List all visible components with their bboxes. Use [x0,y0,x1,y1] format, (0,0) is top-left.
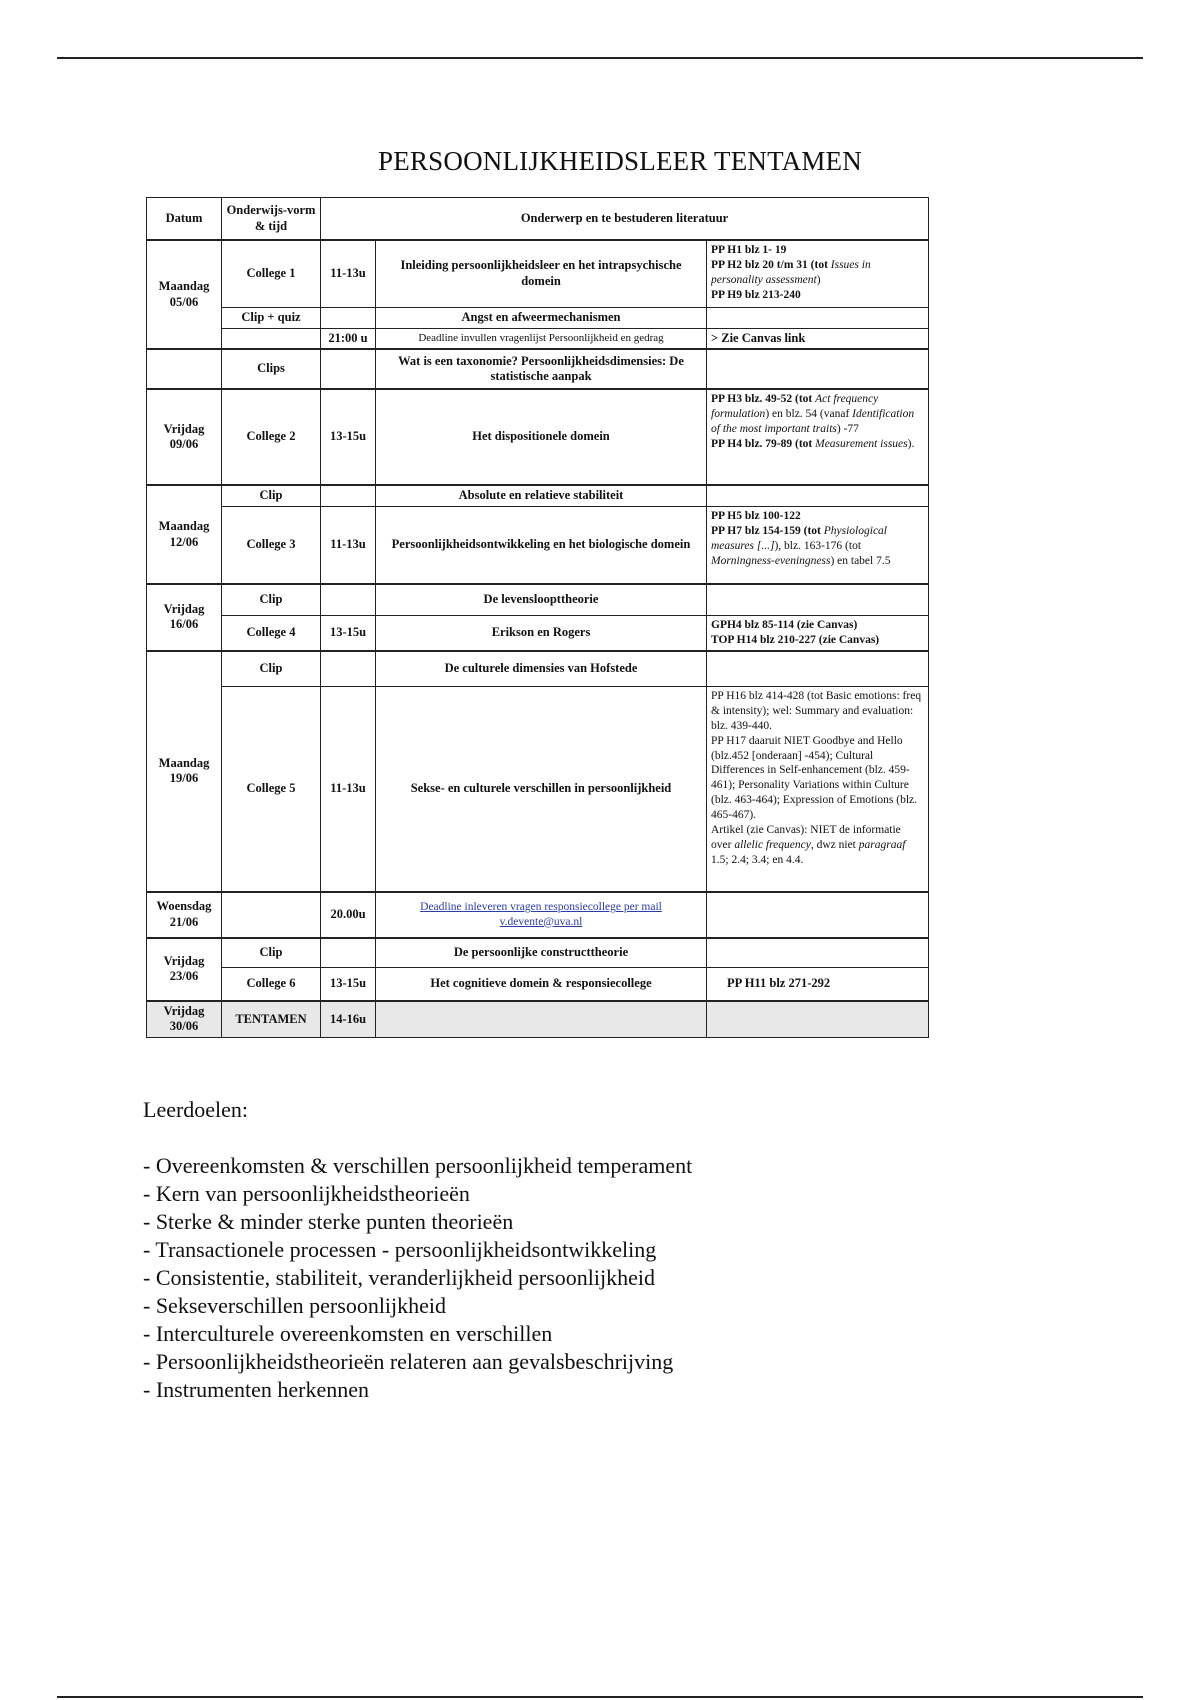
table-row [147,651,929,687]
time-cell [321,349,376,389]
lit-line: PP H4 blz. 79-89 (tot Measurement issues). [711,438,915,451]
header-topic: Onderwerp en te bestuderen literatuur [321,198,929,241]
date-cell: Vrijdag 23/06 [147,938,222,1001]
topic-cell: Het cognitieve domein & responsiecollege [376,967,707,1001]
topic-cell: Het dispositionele domein [376,389,707,485]
time-cell [321,485,376,506]
list-item: - Instrumenten herkennen [143,1377,370,1402]
topic-cell: De persoonlijke constructtheorie [376,938,707,968]
form-cell: Clip [222,938,321,968]
table-row [147,389,929,485]
list-item: - Transactionele processen - persoonlijkheidsontwikkeling [143,1237,657,1262]
topic-cell: Inleiding persoonlijkheidsleer en het intrapsychische domein [376,240,707,308]
header-date: Datum [147,198,222,241]
table-row [147,349,929,389]
learning-goals [143,1096,692,1404]
table-row [147,485,929,506]
form-cell: College 5 [222,686,321,892]
lit-line: PP H16 blz 414-428 (tot Basic emotions: freq & intensity); wel: Summary and evaluation: blz. 439-440. [711,689,922,732]
form-cell: Clip + quiz [222,308,321,329]
date-cell: Maandag 19/06 [147,651,222,892]
form-cell: College 4 [222,615,321,650]
time-cell: 21:00 u [321,328,376,349]
table-row [147,308,929,329]
form-cell: College 1 [222,240,321,308]
bottom-rule [57,1696,1143,1698]
form-cell: Clip [222,651,321,687]
date-cell: Vrijdag 16/06 [147,584,222,651]
top-rule [57,57,1143,59]
lit-line: TOP H14 blz 210-227 (zie Canvas) [711,633,880,646]
lit-line: PP H3 blz. 49-52 (tot Act frequency formulation) en blz. 54 (vanaf Identification of the most important traits) -77 [711,393,915,436]
lit-line: Artikel (zie Canvas): NIET de informatie over allelic frequency, dwz niet paragraaf 1.5; 2.4; 3.4; en 4.4. [711,824,906,867]
table-row [147,686,929,892]
literature-cell [707,892,929,938]
lit-line: PP H5 blz 100-122 [711,509,801,522]
form-cell: College 6 [222,967,321,1001]
date-cell: Vrijdag 09/06 [147,389,222,485]
lit-line: PP H2 blz 20 t/m 31 (tot Issues in personality assessment) [711,258,871,286]
table-row [147,506,929,584]
time-cell: 13-15u [321,389,376,485]
deadline-text: Deadline inleveren vragen responsiecollege per mail [420,901,662,914]
literature-cell [707,651,929,687]
table-row [147,892,929,938]
schedule-table [146,197,929,1038]
topic-cell: Angst en afweermechanismen [376,308,707,329]
time-cell [321,308,376,329]
literature-cell [707,389,929,485]
time-cell: 13-15u [321,967,376,1001]
literature-cell [707,938,929,968]
literature-cell [707,308,929,329]
topic-cell: De culturele dimensies van Hofstede [376,651,707,687]
time-cell: 20.00u [321,892,376,938]
goals-list [143,1152,692,1404]
form-cell [222,892,321,938]
list-item: - Overeenkomsten & verschillen persoonlijkheid temperament [143,1153,693,1178]
table-row [147,584,929,616]
time-cell: 11-13u [321,686,376,892]
table-row [147,240,929,308]
literature-cell [707,615,929,650]
email-link[interactable]: v.devente@uva.nl [499,915,583,928]
form-cell: TENTAMEN [222,1001,321,1038]
literature-cell [707,686,929,892]
table-row [147,328,929,349]
time-cell [321,651,376,687]
literature-cell [707,349,929,389]
time-cell [321,584,376,616]
topic-cell: Absolute en relatieve stabiliteit [376,485,707,506]
form-cell: College 3 [222,506,321,584]
literature-cell [707,584,929,616]
list-item: - Interculturele overeenkomsten en verschillen [143,1321,553,1346]
table-header-row [147,198,929,241]
literature-cell [707,240,929,308]
date-cell: Vrijdag 30/06 [147,1001,222,1038]
list-item: - Sterke & minder sterke punten theorieën [143,1209,514,1234]
topic-cell: Persoonlijkheidsontwikkeling en het biologische domein [376,506,707,584]
form-cell: Clips [222,349,321,389]
date-cell: Maandag 05/06 [147,240,222,349]
goals-heading: Leerdoelen: [143,1097,249,1122]
lit-line: PP H7 blz 154-159 (tot Physiological measures [...]), blz. 163-176 (tot Morningness-eveningness) en tabel 7.5 [711,524,891,567]
literature-cell [707,506,929,584]
topic-cell: Erikson en Rogers [376,615,707,650]
header-form: Onderwijs-vorm & tijd [222,198,321,241]
page-title: PERSOONLIJKHEIDSLEER TENTAMEN [378,146,862,176]
form-cell [222,328,321,349]
topic-cell [376,1001,707,1038]
table-row [147,967,929,1001]
table-row [147,938,929,968]
table-row [147,615,929,650]
lit-line: PP H17 daaruit NIET Goodbye and Hello (blz.452 [onderaan] -454); Cultural Differences in Self-enhancement (blz. 459-461); Personality Variations within Culture (blz. 463-464); Expression of Emotions (blz. 465-467). [711,734,918,822]
table-row [147,1001,929,1038]
list-item: - Persoonlijkheidstheorieën relateren aan gevalsbeschrijving [143,1349,674,1374]
time-cell: 14-16u [321,1001,376,1038]
lit-line: GPH4 blz 85-114 (zie Canvas) [711,618,858,631]
list-item: - Consistentie, stabiliteit, veranderlijkheid persoonlijkheid [143,1265,656,1290]
literature-cell [707,485,929,506]
literature-cell [707,1001,929,1038]
lit-line: PP H9 blz 213-240 [711,288,801,301]
lit-line: PP H1 blz 1- 19 [711,244,787,256]
list-item: - Sekseverschillen persoonlijkheid [143,1293,447,1318]
form-cell: College 2 [222,389,321,485]
form-cell: Clip [222,485,321,506]
topic-cell: Deadline invullen vragenlijst Persoonlijkheid en gedrag [376,328,707,349]
literature-cell: PP H11 blz 271-292 [707,967,929,1001]
date-cell: Woensdag 21/06 [147,892,222,938]
date-cell [147,349,222,389]
time-cell: 11-13u [321,506,376,584]
literature-cell: > Zie Canvas link [707,328,929,349]
form-cell: Clip [222,584,321,616]
topic-cell: Sekse- en culturele verschillen in persoonlijkheid [376,686,707,892]
time-cell: 11-13u [321,240,376,308]
time-cell: 13-15u [321,615,376,650]
list-item: - Kern van persoonlijkheidstheorieën [143,1181,470,1206]
topic-cell: Wat is een taxonomie? Persoonlijkheidsdimensies: De statistische aanpak [376,349,707,389]
topic-cell [376,892,707,938]
date-cell: Maandag 12/06 [147,485,222,584]
topic-cell: De levensloopttheorie [376,584,707,616]
time-cell [321,938,376,968]
